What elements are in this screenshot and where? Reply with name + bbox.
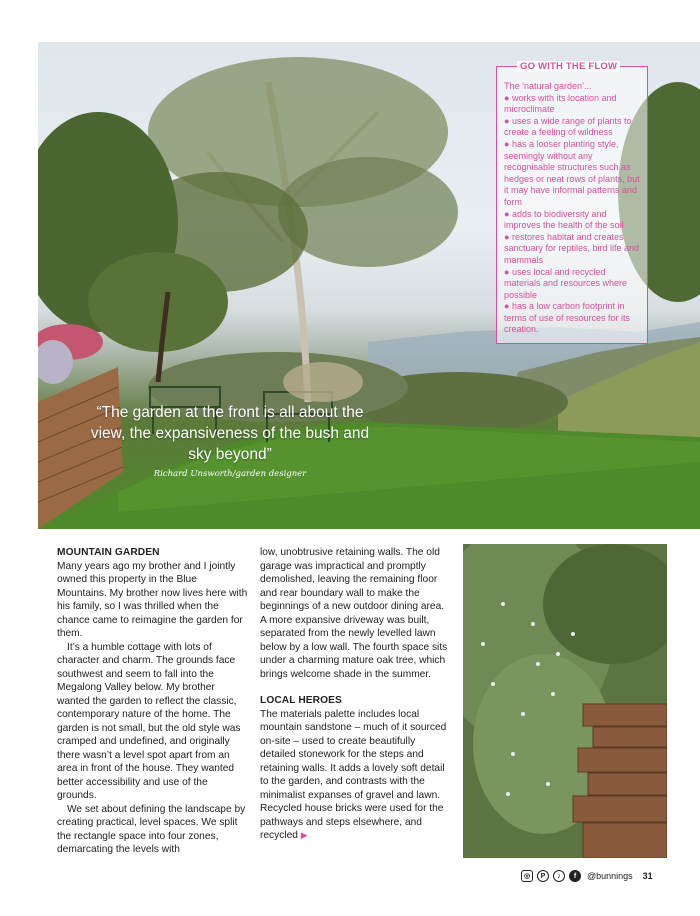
list-item: ● restores habitat and creates sanctuary for reptiles, bird life and mammals: [504, 231, 640, 265]
rosemary-wall-photo: [463, 544, 667, 858]
sidebar-list: [504, 93, 642, 336]
paragraph: The materials palette includes local mountain sandstone – much of it sourced on-site – used to create beautifully detailed stonework for the steps and retaining walls. It adds a lovely soft detail to the garden, and contrasts with the minimalist expanses of gravel and lawn. Recycled house bricks were used for the pathways and steps elsewhere, and recycled ▶: [260, 708, 447, 841]
paragraph: It’s a humble cottage with lots of character and charm. The grounds face southwest and seem to fall into the Megalong Valley below. My brother wanted the garden to reflect the classic, contemporary nature of the home. The garden is not small, but the old style was cramped and undefined, and originally there wasn’t a level spot apart from an area in front of the house. They wanted better accessibility and use of the grounds.: [57, 641, 241, 801]
bullet-icon: ●: [504, 208, 510, 219]
continue-arrow-icon: ▶: [300, 830, 308, 840]
social-handle[interactable]: @bunnings: [587, 871, 633, 881]
bullet-icon: ●: [504, 115, 510, 126]
list-item: ● uses local and recycled materials and resources where possible: [504, 266, 628, 300]
paragraph: We set about defining the landscape by creating practical, level spaces. We split the rectangle space into four zones, demarcating the levels with: [57, 803, 246, 855]
bullet-icon: ●: [504, 301, 510, 312]
list-item: ● adds to biodiversity and improves the health of the soil: [504, 208, 624, 231]
bullet-icon: ●: [504, 231, 510, 242]
instagram-icon[interactable]: ◎: [521, 870, 533, 882]
bullet-icon: ●: [504, 92, 510, 103]
sidebar-title: GO WITH THE FLOW: [517, 61, 620, 72]
section-heading: MOUNTAIN GARDEN: [57, 547, 160, 558]
spacer: [260, 681, 452, 694]
bullet-icon: ●: [504, 138, 510, 149]
paragraph: Many years ago my brother and I jointly owned this property in the Blue Mountains. My brother now lives here with his family, so I was thrilled when the chance came to reimagine the garden for them.: [57, 560, 248, 639]
list-item: ● uses a wide range of plants to create a feeling of wildness: [504, 115, 632, 138]
tips-sidebar: [496, 61, 648, 344]
list-item: ● has a low carbon footprint in terms of use of resources for its creation.: [504, 301, 631, 335]
facebook-icon[interactable]: f: [569, 870, 581, 882]
list-item: ● has a looser planting style, seemingly without any recognisable structures such as hedges or neat rows of plants, but it may have informal patterns and form: [504, 138, 640, 207]
paragraph: low, unobtrusive retaining walls. The old garage was impractical and promptly demolished, leaving the remaining floor and rear boundary wall to make the beginnings of a new outdoor dining area. A more expansive driveway was built, separated from the newly levelled lawn below by a low wall. The fourth space sits under a charming mature oak tree, which brings welcome shade in the summer.: [260, 547, 448, 680]
sidebar-intro: The ‘natural garden’...: [504, 81, 592, 91]
quote-attribution: Richard Unsworth/garden designer: [153, 469, 307, 479]
page-number: 31: [642, 871, 653, 881]
pinterest-icon[interactable]: P: [537, 870, 549, 882]
page-footer: [521, 868, 653, 884]
plant-on-wall-illustration: [463, 544, 667, 858]
list-item: ● works with its location and microclimate: [504, 92, 617, 115]
tiktok-icon[interactable]: ♪: [553, 870, 565, 882]
section-heading: LOCAL HEROES: [260, 695, 342, 706]
article-column-1: [57, 546, 249, 857]
pull-quote: “The garden at the front is all about the view, the expansiveness of the bush and sky beyond”: [90, 404, 370, 463]
article-column-2: [260, 546, 452, 843]
bullet-icon: ●: [504, 266, 510, 277]
